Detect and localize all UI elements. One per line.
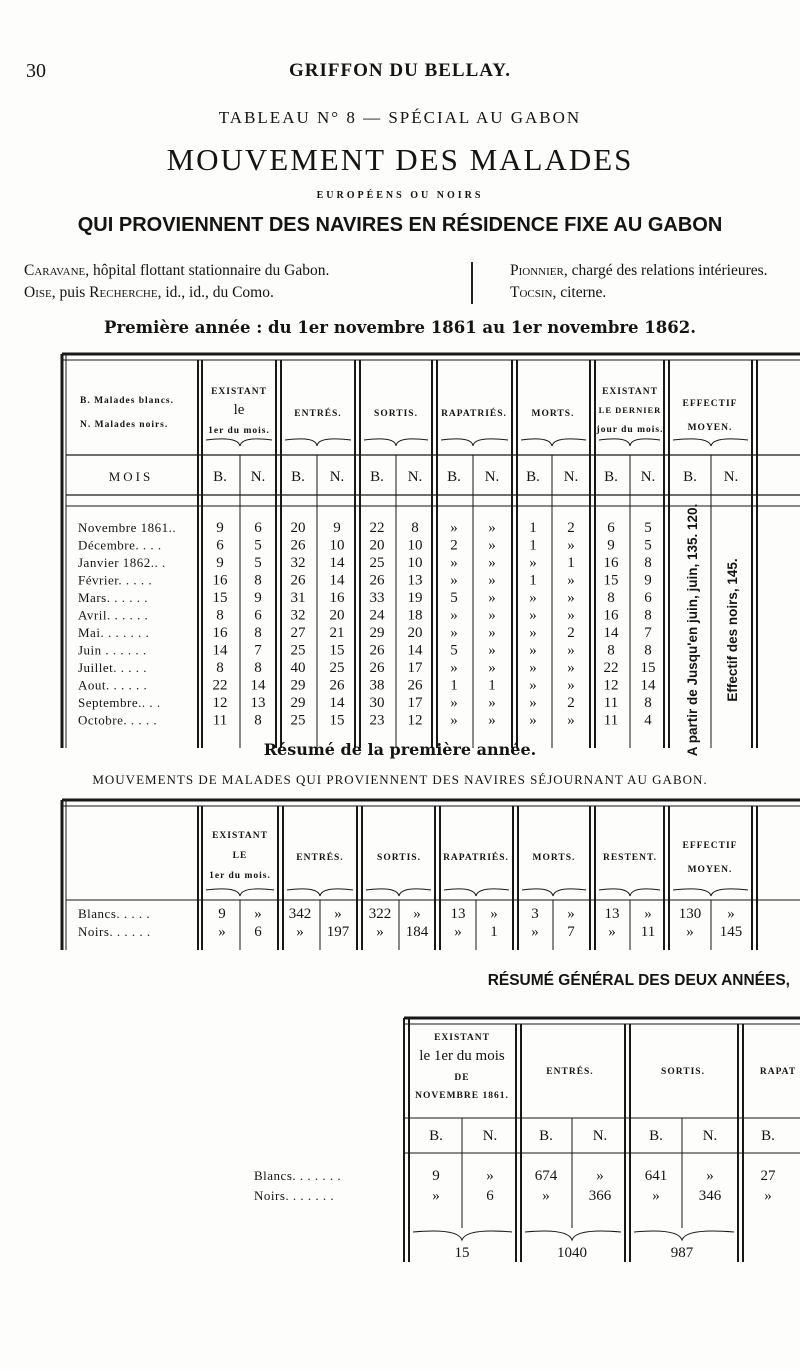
r1-h-rapatries: RAPATRIÉS. bbox=[443, 853, 509, 863]
table-cell: 26 bbox=[290, 537, 306, 554]
page-number: 30 bbox=[26, 60, 46, 82]
table-cell: » bbox=[450, 660, 458, 676]
tableau-label: TABLEAU N° 8 — SPÉCIAL AU GABON bbox=[218, 108, 582, 127]
table-cell: 14 bbox=[250, 677, 266, 694]
table-cell: 14 bbox=[407, 642, 423, 659]
table-cell: 9 bbox=[432, 1168, 440, 1184]
table-cell: » bbox=[567, 572, 575, 589]
table-cell: » bbox=[542, 1188, 550, 1204]
table-cell: 8 bbox=[254, 625, 262, 641]
vertical-note-n: Effectif des noirs, 145. bbox=[725, 558, 740, 702]
table-cell: 10 bbox=[407, 537, 423, 554]
table-cell: » bbox=[706, 1168, 714, 1184]
table-cell: 2 bbox=[450, 537, 458, 554]
table-cell: » bbox=[450, 712, 458, 729]
r2-h-n3: N. bbox=[702, 1128, 718, 1144]
table-cell: 13 bbox=[407, 572, 423, 589]
table-cell: » bbox=[488, 660, 496, 676]
h-rapatries: RAPATRIÉS. bbox=[441, 409, 507, 419]
col-header-n: N. bbox=[723, 469, 739, 485]
table-cell: 12 bbox=[603, 677, 619, 694]
table-cell: 26 bbox=[369, 572, 385, 589]
table-cell: » bbox=[450, 607, 458, 624]
table-cell: » bbox=[567, 537, 575, 554]
table-cell: 3 bbox=[531, 906, 539, 922]
col-header-n: N. bbox=[407, 469, 423, 485]
r2-h-rapatries: RAPAT bbox=[759, 1067, 797, 1077]
table-cell: 15 bbox=[640, 660, 656, 676]
table-cell: 26 bbox=[407, 677, 423, 694]
table-cell: 23 bbox=[369, 712, 385, 729]
table-cell: 6 bbox=[216, 537, 224, 554]
table-cell: 16 bbox=[212, 625, 228, 641]
table-cell: 17 bbox=[407, 695, 423, 711]
table-cell: 8 bbox=[411, 520, 419, 536]
table-cell: 29 bbox=[369, 625, 385, 641]
month-label: Novembre 1861.. bbox=[78, 520, 177, 535]
table-cell: » bbox=[376, 924, 384, 940]
table-cell: 9 bbox=[607, 537, 615, 554]
table-cell: 15 bbox=[329, 712, 345, 729]
table-cell: » bbox=[432, 1188, 440, 1204]
table-cell: » bbox=[567, 677, 575, 694]
table-cell: 14 bbox=[603, 625, 619, 641]
table-cell: » bbox=[644, 906, 652, 922]
table-cell: 8 bbox=[254, 572, 262, 589]
h-entres: ENTRÉS. bbox=[294, 409, 342, 419]
h-exdernier-2: LE DERNIER bbox=[598, 405, 662, 415]
col-header-n: N. bbox=[640, 469, 656, 485]
general-summary-title: RÉSUMÉ GÉNÉRAL DES DEUX ANNÉES, bbox=[487, 972, 790, 989]
table-cell: » bbox=[450, 572, 458, 589]
table-cell: 7 bbox=[567, 924, 575, 940]
table-cell: 8 bbox=[607, 590, 615, 606]
table-cell: 13 bbox=[250, 695, 266, 711]
table-cell: » bbox=[567, 642, 575, 659]
r2-h-existant-3: DE bbox=[454, 1073, 470, 1083]
table-cell: 6 bbox=[254, 520, 262, 536]
table-cell: 13 bbox=[604, 906, 620, 922]
legend-n: N. Malades noirs. bbox=[80, 420, 169, 430]
table-cell: 27 bbox=[290, 625, 306, 641]
month-label: Juin . . . . . . bbox=[78, 642, 147, 658]
table-cell: 31 bbox=[290, 590, 306, 606]
r2-h-b3: B. bbox=[649, 1128, 663, 1144]
running-title: GRIFFON DU BELLAY. bbox=[289, 60, 511, 81]
table-cell: 1 bbox=[450, 677, 458, 694]
table-cell: 14 bbox=[329, 695, 345, 711]
table-cell: 1 bbox=[490, 924, 498, 940]
table-cell: 5 bbox=[450, 642, 458, 659]
table-cell: » bbox=[567, 906, 575, 922]
table-cell: 9 bbox=[216, 520, 224, 536]
table-cell: 24 bbox=[369, 607, 385, 624]
r2-h-b1: B. bbox=[429, 1128, 443, 1144]
table-cell: 40 bbox=[290, 660, 306, 676]
table-cell: 6 bbox=[254, 607, 262, 624]
r2-h-sortis: SORTIS. bbox=[661, 1067, 705, 1077]
table-cell: » bbox=[296, 924, 304, 940]
r1-h-effectif-1: EFFECTIF bbox=[682, 841, 738, 851]
table-cell: 130 bbox=[678, 906, 702, 922]
table-cell: » bbox=[488, 572, 496, 589]
month-label: Avril. . . . . . bbox=[78, 607, 149, 623]
table-cell: 20 bbox=[369, 537, 385, 554]
table-cell: 674 bbox=[534, 1168, 558, 1184]
h-existant-2: le bbox=[233, 402, 245, 418]
table-cell: 26 bbox=[329, 677, 345, 694]
table-cell: 15 bbox=[603, 572, 619, 589]
table-cell: » bbox=[764, 1188, 772, 1204]
table-cell: » bbox=[488, 712, 496, 729]
total-cell: 1040 bbox=[557, 1245, 587, 1261]
table-cell: 14 bbox=[329, 572, 345, 589]
table-cell: » bbox=[567, 607, 575, 624]
table-cell: » bbox=[652, 1188, 660, 1204]
r2-h-entres: ENTRÉS. bbox=[546, 1067, 594, 1077]
table-cell: » bbox=[529, 712, 537, 729]
table-cell: » bbox=[567, 712, 575, 729]
table-cell: » bbox=[450, 695, 458, 711]
table-cell: » bbox=[490, 906, 498, 922]
table-cell: 8 bbox=[254, 712, 262, 729]
month-label: Juillet. . . . . bbox=[78, 660, 148, 675]
table-cell: » bbox=[450, 625, 458, 641]
table-cell: » bbox=[567, 660, 575, 676]
table-cell: 38 bbox=[369, 677, 385, 694]
table-cell: 18 bbox=[407, 607, 423, 624]
table-cell: » bbox=[529, 677, 537, 694]
table-cell: 11 bbox=[603, 712, 619, 729]
table-cell: 2 bbox=[567, 625, 575, 641]
table-cell: » bbox=[254, 906, 262, 922]
table-cell: 322 bbox=[368, 906, 392, 922]
h-morts: MORTS. bbox=[531, 409, 575, 419]
table-cell: 7 bbox=[254, 642, 262, 659]
table-cell: 16 bbox=[329, 590, 345, 606]
row-label: Blancs. . . . . . . bbox=[254, 1168, 342, 1183]
month-label: Mars. . . . . . bbox=[78, 590, 148, 605]
table-cell: 25 bbox=[369, 555, 385, 571]
r1-h-effectif-2: MOYEN. bbox=[687, 865, 733, 875]
h-existant-1: EXISTANT bbox=[211, 387, 267, 397]
table-cell: 1 bbox=[529, 572, 537, 589]
table-cell: 22 bbox=[212, 677, 228, 694]
table-cell: 9 bbox=[216, 555, 224, 571]
table-cell: 17 bbox=[407, 660, 423, 676]
table-cell: » bbox=[529, 607, 537, 624]
table-cell: 6 bbox=[644, 590, 652, 606]
table-cell: 8 bbox=[216, 607, 224, 624]
table-cell: 29 bbox=[290, 677, 306, 694]
table-cell: » bbox=[450, 555, 458, 571]
table-cell: 15 bbox=[212, 590, 228, 606]
main-heading: QUI PROVIENNENT DES NAVIRES EN RÉSIDENCE FIXE AU GABON bbox=[77, 214, 723, 236]
table-cell: 16 bbox=[212, 572, 228, 589]
month-label: Janvier 1862.. . bbox=[78, 555, 166, 570]
table-cell: 27 bbox=[760, 1168, 776, 1184]
table-cell: 20 bbox=[329, 607, 345, 624]
table-cell: » bbox=[488, 555, 496, 571]
table-cell: 9 bbox=[333, 520, 341, 536]
col-header-b: B. bbox=[370, 469, 384, 485]
table-cell: 26 bbox=[369, 642, 385, 659]
month-label: Septembre.. . . bbox=[78, 695, 161, 710]
table-cell: 22 bbox=[603, 660, 619, 676]
row-label: Noirs. . . . . . bbox=[78, 924, 151, 939]
table-cell: 21 bbox=[329, 625, 345, 641]
legend-b: B. Malades blancs. bbox=[80, 396, 175, 406]
table-cell: 8 bbox=[254, 660, 262, 676]
table-cell: » bbox=[529, 642, 537, 659]
table-cell: 8 bbox=[644, 695, 652, 711]
table-cell: 16 bbox=[603, 555, 619, 571]
table-cell: » bbox=[567, 590, 575, 606]
table-cell: 19 bbox=[407, 590, 423, 606]
month-label: Décembre. . . . bbox=[78, 537, 162, 553]
table-cell: 9 bbox=[254, 590, 262, 606]
col-header-b: B. bbox=[604, 469, 618, 485]
table-cell: 10 bbox=[407, 555, 423, 571]
col-header-b: B. bbox=[213, 469, 227, 485]
table-cell: 32 bbox=[290, 607, 306, 624]
ship-oise: Oise, puis Recherche, id., id., du Como. bbox=[24, 284, 274, 301]
row-label: Blancs. . . . . bbox=[78, 906, 151, 921]
table-cell: » bbox=[529, 625, 537, 641]
table-cell: 2 bbox=[567, 520, 575, 536]
table-cell: » bbox=[529, 590, 537, 606]
r2-h-n2: N. bbox=[592, 1128, 608, 1144]
table-cell: » bbox=[218, 924, 226, 940]
r2-h-existant-1: EXISTANT bbox=[434, 1033, 490, 1043]
month-label: Février. . . . . bbox=[78, 572, 153, 588]
col-header-b: B. bbox=[526, 469, 540, 485]
table-cell: » bbox=[531, 924, 539, 940]
table-cell: 641 bbox=[644, 1168, 668, 1184]
row-label: Noirs. . . . . . . bbox=[254, 1188, 335, 1203]
table-cell: 11 bbox=[603, 695, 619, 711]
table-cell: 8 bbox=[644, 555, 652, 571]
month-label: Mai. . . . . . . bbox=[78, 625, 150, 640]
table-cell: 30 bbox=[369, 695, 385, 711]
table-cell: 346 bbox=[698, 1188, 722, 1204]
table-cell: 25 bbox=[290, 712, 306, 729]
r1-h-existant-3: 1er du mois. bbox=[209, 871, 271, 881]
table-cell: 14 bbox=[329, 555, 345, 571]
col-header-b: B. bbox=[683, 469, 697, 485]
table-cell: 4 bbox=[644, 712, 652, 729]
total-cell: 987 bbox=[670, 1245, 694, 1261]
table-cell: 26 bbox=[369, 660, 385, 676]
r2-h-n1: N. bbox=[482, 1128, 498, 1144]
table-cell: » bbox=[488, 695, 496, 711]
table-cell: » bbox=[596, 1168, 604, 1184]
table-cell: 11 bbox=[640, 924, 656, 940]
table-cell: » bbox=[488, 590, 496, 606]
table-cell: 1 bbox=[529, 520, 537, 536]
table-cell: 9 bbox=[644, 572, 652, 589]
h-exdernier-3: jour du mois. bbox=[596, 425, 664, 435]
table-cell: 11 bbox=[212, 712, 228, 729]
col-header-n: N. bbox=[484, 469, 500, 485]
table-cell: 5 bbox=[644, 537, 652, 554]
table-cell: » bbox=[413, 906, 421, 922]
table-cell: 197 bbox=[326, 924, 350, 940]
ship-tocsin: Tocsin, citerne. bbox=[510, 284, 607, 301]
table-cell: 22 bbox=[369, 520, 385, 536]
col-header-b: B. bbox=[291, 469, 305, 485]
table-cell: 184 bbox=[405, 924, 429, 940]
subtitle: EUROPÉENS OU NOIRS bbox=[316, 190, 484, 201]
resume-subtitle: MOUVEMENTS DE MALADES QUI PROVIENNENT DES NAVIRES SÉJOURNANT AU GABON. bbox=[92, 772, 708, 787]
month-label: Octobre. . . . . bbox=[78, 712, 158, 728]
table-cell: » bbox=[488, 537, 496, 554]
table-cell: 25 bbox=[290, 642, 306, 659]
table-cell: » bbox=[488, 642, 496, 659]
table-cell: 145 bbox=[719, 924, 743, 940]
month-label: Aout. . . . . . bbox=[78, 677, 148, 693]
ship-caravane: Caravane, hôpital flottant stationnaire du Gabon. bbox=[24, 262, 330, 279]
table-cell: 16 bbox=[603, 607, 619, 624]
table-cell: 1 bbox=[529, 537, 537, 554]
table-cell: 10 bbox=[329, 537, 345, 554]
h-effectif-1: EFFECTIF bbox=[682, 399, 738, 409]
table-cell: 14 bbox=[640, 677, 656, 694]
r2-h-b4: B. bbox=[761, 1128, 775, 1144]
table-cell: 5 bbox=[450, 590, 458, 606]
table-cell: 13 bbox=[450, 906, 466, 922]
vertical-note-b: A partir de Jusqu'en juin, juin, 135. 120. bbox=[685, 503, 700, 757]
table-cell: 7 bbox=[644, 625, 652, 641]
table-cell: 20 bbox=[290, 520, 306, 536]
r1-h-existant-2: LE bbox=[232, 851, 248, 861]
table-cell: » bbox=[686, 924, 694, 940]
table-cell: 8 bbox=[607, 642, 615, 659]
table-cell: 14 bbox=[212, 642, 228, 659]
table-cell: 342 bbox=[288, 906, 312, 922]
table-cell: 8 bbox=[216, 660, 224, 676]
table-cell: 5 bbox=[644, 520, 652, 536]
table-cell: 32 bbox=[290, 555, 306, 571]
table-cell: 20 bbox=[407, 625, 423, 641]
h-effectif-2: MOYEN. bbox=[687, 423, 733, 433]
table-cell: 8 bbox=[644, 607, 652, 624]
page-title: MOUVEMENT DES MALADES bbox=[166, 142, 634, 177]
table-cell: » bbox=[529, 555, 537, 571]
table-cell: 366 bbox=[588, 1188, 612, 1204]
table-cell: » bbox=[454, 924, 462, 940]
table-cell: » bbox=[488, 607, 496, 624]
table-cell: » bbox=[488, 520, 496, 536]
table-cell: 6 bbox=[254, 924, 262, 940]
table-cell: » bbox=[529, 695, 537, 711]
ship-pionnier: Pionnier, chargé des relations intérieures. bbox=[510, 262, 768, 279]
col-header-n: N. bbox=[250, 469, 266, 485]
table-cell: » bbox=[486, 1168, 494, 1184]
r1-h-morts: MORTS. bbox=[532, 853, 576, 863]
h-sortis: SORTIS. bbox=[374, 409, 418, 419]
table-cell: 5 bbox=[254, 555, 262, 571]
table-cell: 6 bbox=[486, 1188, 494, 1204]
col-header-b: B. bbox=[447, 469, 461, 485]
table-cell: 6 bbox=[607, 520, 615, 536]
col-header-n: N. bbox=[329, 469, 345, 485]
table-cell: 1 bbox=[488, 677, 496, 694]
table-cell: 29 bbox=[290, 695, 306, 711]
table-cell: » bbox=[529, 660, 537, 676]
r2-h-existant-2: le 1er du mois bbox=[419, 1048, 505, 1064]
r1-h-sortis: SORTIS. bbox=[377, 853, 421, 863]
table-cell: 26 bbox=[290, 572, 306, 589]
h-existant-3: 1er du mois. bbox=[208, 426, 270, 436]
r2-h-existant-4: NOVEMBRE 1861. bbox=[415, 1091, 509, 1101]
table-cell: 15 bbox=[329, 642, 345, 659]
r1-h-entres: ENTRÉS. bbox=[296, 853, 344, 863]
table-cell: 8 bbox=[644, 642, 652, 659]
table-cell: 1 bbox=[567, 555, 575, 571]
table-cell: » bbox=[488, 625, 496, 641]
h-exdernier-1: EXISTANT bbox=[602, 387, 658, 397]
h-mois: MOIS bbox=[108, 469, 154, 484]
table-cell: 33 bbox=[369, 590, 385, 606]
r1-h-existant-1: EXISTANT bbox=[212, 831, 268, 841]
resume-title: Résumé de la première année. bbox=[263, 740, 537, 759]
table-cell: » bbox=[608, 924, 616, 940]
table-cell: 12 bbox=[407, 712, 423, 729]
table-cell: 12 bbox=[212, 695, 228, 711]
table-cell: » bbox=[727, 906, 735, 922]
table-cell: 9 bbox=[218, 906, 226, 922]
col-header-n: N. bbox=[563, 469, 579, 485]
table-cell: 2 bbox=[567, 695, 575, 711]
r1-h-restent: RESTENT. bbox=[602, 853, 658, 863]
table-cell: » bbox=[334, 906, 342, 922]
table-cell: 5 bbox=[254, 537, 262, 554]
table-cell: » bbox=[450, 520, 458, 536]
table-cell: 25 bbox=[329, 660, 345, 676]
r2-h-b2: B. bbox=[539, 1128, 553, 1144]
period-heading: Première année : du 1er novembre 1861 au 1er novembre 1862. bbox=[104, 318, 696, 337]
total-cell: 15 bbox=[454, 1245, 470, 1261]
